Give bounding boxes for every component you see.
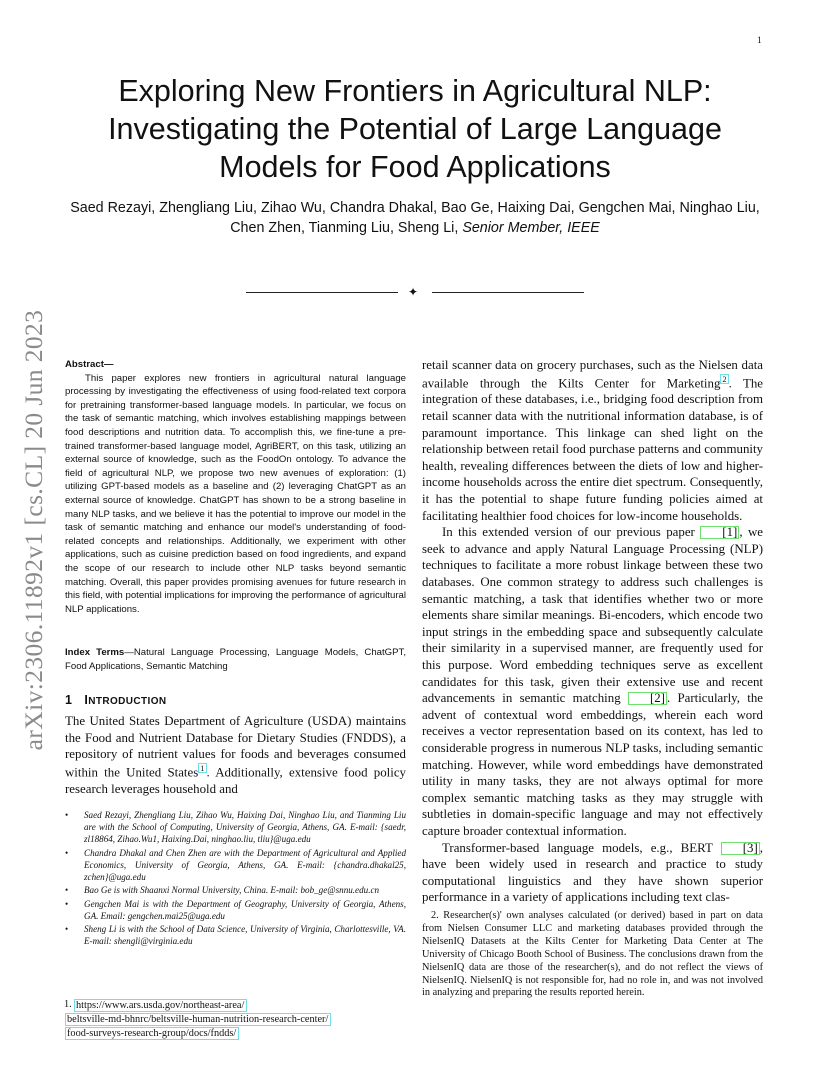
body-paragraph <box>422 840 763 906</box>
body-paragraph <box>422 524 763 839</box>
footnote-ref-2[interactable]: 2 <box>722 373 727 384</box>
footnote-1 <box>65 999 415 1041</box>
intro-paragraph <box>65 713 406 797</box>
abstract-heading: Abstract <box>65 359 104 370</box>
citation-link[interactable]: [1] <box>700 526 739 539</box>
page-number: 1 <box>757 36 762 46</box>
index-terms-text: —Natural Language Processing, Language Models, ChatGPT, Food Applications, Semantic Matching <box>65 647 406 672</box>
index-terms <box>65 646 406 673</box>
body-text: , have been widely used in research and practice to study computational linguistics and they have shown superior performance in a variety of applications including text clas- <box>422 840 763 905</box>
citation-link[interactable]: [3] <box>721 842 760 855</box>
body-paragraph <box>422 357 763 524</box>
bullet-icon: • <box>65 885 69 895</box>
footnote-url-link[interactable]: food-surveys-research-group/docs/fndds/ <box>65 1027 239 1040</box>
bullet-icon: • <box>65 810 69 820</box>
right-column <box>422 357 763 906</box>
footnote-url-link[interactable]: https://www.ars.usda.gov/northeast-area/ <box>74 999 247 1012</box>
bullet-icon: • <box>65 924 69 934</box>
affiliation-list <box>65 809 406 949</box>
body-text: In this extended version of our previous paper <box>442 525 701 540</box>
affiliation-text: Bao Ge is with Shaanxi Normal University, China. E-mail: bob_ge@snnu.edu.cn <box>84 885 380 895</box>
diamond-icon: ✦ <box>408 285 419 299</box>
section-title-rest: NTRODUCTION <box>88 696 167 707</box>
affiliation-item <box>65 809 406 845</box>
bullet-icon: • <box>65 847 69 858</box>
affiliation-text: Chandra Dhakal and Chen Zhen are with the Department of Agricultural and Applied Economics, University of Georgia, Athens, GA. E-mail: {chandra.dhakal25, zchen}@uga.edu <box>84 847 406 882</box>
affiliation-item <box>65 847 406 883</box>
affiliation-item <box>65 923 406 947</box>
abstract-text: This paper explores new frontiers in agricultural natural language processing by investigating the effectiveness of using food-related text corpora for pretraining transformer-based language models. In particular, we focus on the task of semantic matching, which involves establishing mappings between food descriptions and nutrition data. To accomplish this, we fine-tune a pre-trained transformer-based language model, AgriBERT, on this task, utilizing an external source of knowledge, such as the FoodOn ontology. To advance the field of agricultural NLP, we propose two new avenues of exploration: (1) utilizing GPT-based models as a baseline and (2) leveraging ChatGPT as an external source of knowledge. ChatGPT has shown to be a strong baseline in many NLP tasks, and we believe it has the potential to improve our model in the task of semantic matching and enhance our model's understanding of food-related concepts and relationships. Additionally, we experiment with other applications, such as cuisine prediction based on food ingredients, and expand the scope of our research to include other NLP tasks beyond semantic matching. Overall, this paper provides promising avenues for future research in this field, with potential implications for improving the performance of agricultural NLP applications. <box>65 372 406 615</box>
authors-names: Saed Rezayi, Zhengliang Liu, Zihao Wu, Chandra Dhakal, Bao Ge, Haixing Dai, Gengchen Mai, Ninghao Liu, Chen Zhen, Tianming Liu, Sheng Li, <box>70 200 760 236</box>
body-text: . The integration of these databases, i.e., bridging food description from retail scanner data with the nutritional information database, is of paramount importance. This linkage can shed light on the relationship between retail food purchase patterns and community health, revealing differences between the diets of low and higher-income households across the entire diet spectrum. Consequently, it has the potential to shape future funding policies aimed at facilitating healthier food choices for low-income households. <box>422 375 763 523</box>
separator-rule-right <box>432 292 584 293</box>
arxiv-id: arXiv:2306.11892v1 [cs.CL] 20 Jun 2023 <box>19 309 48 751</box>
title-separator <box>246 284 584 300</box>
body-text: retail scanner data on grocery purchases, such as the Nielsen data available through the Kilts Center for Marketing <box>422 358 763 390</box>
paper-title: Exploring New Frontiers in Agricultural NLP: Investigating the Potential of Large Language Models for Food Applications <box>108 74 722 184</box>
author-list <box>60 199 770 238</box>
affiliation-text: Saed Rezayi, Zhengliang Liu, Zihao Wu, Haixing Dai, Ninghao Liu, and Tianming Liu are with the School of Computing, University of Georgia, Athens, GA. E-mail: {saedr, zl18864, Zihao.Wu1, Haixing.Dai, ninghao.liu, tliu}@uga.edu <box>84 810 406 844</box>
intro-text-start: The United States Department of Agriculture (USDA) maintains the Food and Nutrient Database for Dietary Studies (FNDDS), a repository of nutrient values for foods and beverages consumed within the United States <box>65 714 406 780</box>
index-terms-heading: Index Terms <box>65 647 125 658</box>
affiliation-item <box>65 884 406 896</box>
footnote-url-link[interactable]: beltsville-md-bhnrc/beltsville-human-nutrition-research-center/ <box>65 1013 331 1026</box>
body-text: . Particularly, the advent of contextual word embeddings, wherein each word receives a vector representation based on its context, has led to considerable progress in numerous NLP tasks, including semantic matching. However, while word embeddings have demonstrated utility in many tasks, they are not always optimal for more complex semantic matching tasks as they may struggle with subtleties in domain-specific language and may not effectively capture broader contextual information. <box>422 691 764 838</box>
bullet-icon: • <box>65 898 69 909</box>
abstract <box>65 358 406 616</box>
body-text: Transformer-based language models, e.g., BERT <box>442 840 721 855</box>
citation-link[interactable]: [2] <box>628 692 667 705</box>
footnote-ref-1[interactable]: 1 <box>200 762 205 773</box>
intro-text-end: . Additionally, extensive food policy research leverages household and <box>65 765 406 796</box>
footnote-2: 2. Researcher(s)' own analyses calculated (or derived) based in part on data from Nielsen Consumer LLC and marketing databases provided through the NielsenIQ Datasets at the Kilts Center for Marketing Data Center at The University of Chicago Booth School of Business. The conclusions drawn from the NielsenIQ data are those of the researcher(s), and do not reflect the views of NielsenIQ. NielsenIQ is not responsible for, had no role in, and was not involved in analyzing and preparing the results reported herein. <box>422 910 763 999</box>
section-number: 1 <box>65 693 73 707</box>
body-text: , we seek to advance and apply Natural Language Processing (NLP) techniques to facilitate a more robust linkage between these two databases. One common strategy to address such challenges is semantic matching, a task that identifies whether two or more elements share similar meanings. Bi-encoders, which encode two input strings in the embedding space and subsequently calculate their similarity in a supervised manner, are frequently used for this purpose. Word embedding techniques serve as excellent candidates for this task, given their extensive use and recent advancements in semantic matching <box>422 525 764 706</box>
section-heading <box>65 693 167 707</box>
affiliation-text: Sheng Li is with the School of Data Science, University of Virginia, Charlottesville, VA. E-mail: shengli@virginia.edu <box>84 924 406 946</box>
footnote-number: 1. <box>64 999 72 1010</box>
authors-membership: Senior Member, IEEE <box>462 219 600 236</box>
section-title-initial: I <box>84 693 89 707</box>
affiliation-text: Gengchen Mai is with the Department of Geography, University of Georgia, Athens, GA. Email: gengchen.mai25@uga.edu <box>84 898 406 921</box>
affiliation-item <box>65 898 406 922</box>
abstract-dash: — <box>103 359 114 370</box>
separator-rule-left <box>246 292 398 293</box>
